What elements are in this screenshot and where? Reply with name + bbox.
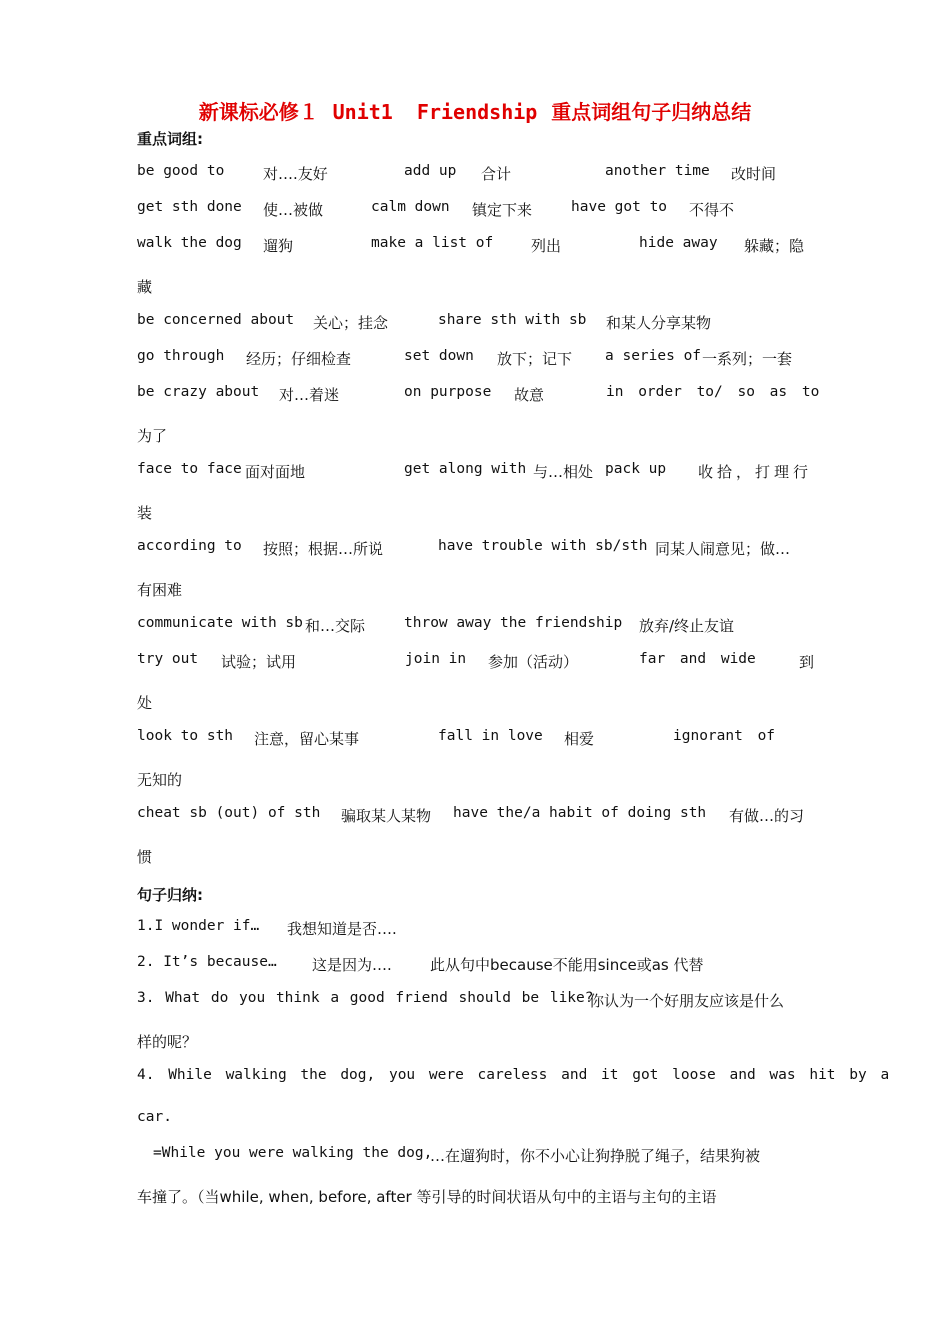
sentence-zh-continued: 样的呢？ <box>137 1033 198 1051</box>
phrase-zh: 一系列；一套 <box>702 350 793 368</box>
phrase-zh: 按照；根据…所说 <box>263 540 384 558</box>
phrase-zh: 躲藏；隐 <box>744 237 805 255</box>
phrase-row <box>137 348 817 370</box>
phrase-zh: 使…被做 <box>263 201 324 219</box>
phrase-en: set down <box>404 348 474 364</box>
sentence-en-continued: car. <box>137 1109 172 1125</box>
phrase-zh: 列出 <box>531 237 562 255</box>
title-part-2: Unit1 Friendship <box>332 100 538 124</box>
phrase-zh: 遛狗 <box>263 237 294 255</box>
phrase-en: far and wide <box>639 651 756 667</box>
phrase-row <box>137 384 820 406</box>
phrase-en: have trouble with sb/sth <box>438 538 648 554</box>
phrase-zh: 有做…的习 <box>729 807 805 825</box>
phrase-zh: 收拾，打理行 <box>698 463 813 481</box>
phrase-zh-continued: 有困难 <box>137 581 183 599</box>
phrase-en: join in <box>405 651 467 667</box>
sentence-zh: 我想知道是否…. <box>287 920 397 938</box>
phrase-zh: 改时间 <box>731 165 777 183</box>
sentence-note: 此从句中because不能用since或as 代替 <box>430 956 704 974</box>
phrase-zh: 骗取某人某物 <box>341 807 432 825</box>
phrase-en: fall in love <box>438 728 543 744</box>
phrase-en: hide away <box>639 235 718 251</box>
phrase-en: be concerned about <box>137 312 295 328</box>
phrase-en: get sth done <box>137 199 242 215</box>
phrases-heading: 重点词组: <box>137 130 203 148</box>
phrase-zh-continued: 惯 <box>137 848 153 866</box>
phrase-row <box>137 805 817 827</box>
sentence-row <box>137 1145 817 1167</box>
phrase-zh: 对….友好 <box>263 165 328 183</box>
sentence-row <box>137 990 817 1012</box>
phrase-en: another time <box>605 163 710 179</box>
phrase-en: go through <box>137 348 225 364</box>
sentence-en: 2. It’s because… <box>137 954 277 970</box>
phrase-zh: 面对面地 <box>245 463 306 481</box>
phrase-zh: 到 <box>799 653 815 671</box>
phrase-zh-continued: 无知的 <box>137 771 183 789</box>
phrase-zh: 参加（活动） <box>488 653 579 671</box>
sentence-en: 4. While walking the dog, you were careless and it got loose and was hit by a <box>137 1067 890 1083</box>
phrase-en: make a list of <box>371 235 494 251</box>
title-part-1: 新课标必修１ <box>198 100 319 124</box>
phrase-en: throw away the friendship <box>404 615 623 631</box>
phrase-en: face to face <box>137 461 242 477</box>
phrase-en: share sth with sb <box>438 312 587 328</box>
phrase-row <box>137 235 817 257</box>
phrase-row <box>137 312 817 334</box>
phrase-zh: 相爱 <box>564 730 595 748</box>
phrase-en: calm down <box>371 199 450 215</box>
phrase-en: add up <box>404 163 457 179</box>
sentence-en: 3. What do you think a good friend should be like? <box>137 990 594 1006</box>
phrase-zh: 和…交际 <box>305 617 366 635</box>
phrase-en: cheat sb (out) of sth <box>137 805 321 821</box>
phrase-zh: 同某人闹意见；做… <box>655 540 791 558</box>
phrase-row <box>137 163 817 185</box>
phrase-zh: 注意，留心某事 <box>254 730 360 748</box>
sentence-zh: 这是因为…. <box>312 956 392 974</box>
phrase-row <box>137 199 817 221</box>
phrase-en: on purpose <box>404 384 492 400</box>
phrase-row <box>137 461 817 483</box>
phrase-en: a series of <box>605 348 702 364</box>
phrase-row <box>137 615 817 637</box>
phrase-zh: 不得不 <box>689 201 735 219</box>
sentence-zh: …在遛狗时，你不小心让狗挣脱了绳子，结果狗被 <box>430 1147 761 1165</box>
phrase-en: be crazy about <box>137 384 260 400</box>
phrase-zh: 放下；记下 <box>497 350 573 368</box>
phrase-zh: 经历；仔细检查 <box>246 350 352 368</box>
sentence-row <box>137 918 817 940</box>
phrase-zh: 试验；试用 <box>221 653 297 671</box>
phrase-zh: 与…相处 <box>533 463 594 481</box>
title-part-3: 重点词组句子归纳总结 <box>551 100 752 124</box>
phrase-en: get along with <box>404 461 527 477</box>
phrase-zh-continued: 为了 <box>137 427 168 445</box>
sentence-en: 1.I wonder if… <box>137 918 260 934</box>
sentence-row <box>137 954 817 976</box>
phrase-zh: 关心；挂念 <box>313 314 389 332</box>
document-title <box>0 96 950 125</box>
phrase-zh: 合计 <box>481 165 512 183</box>
phrase-en: have got to <box>571 199 668 215</box>
sentence-en: =While you were walking the dog, <box>153 1145 433 1161</box>
phrase-en: walk the dog <box>137 235 242 251</box>
sentence-zh: 你认为一个好朋友应该是什么 <box>589 992 785 1010</box>
phrase-en: according to <box>137 538 242 554</box>
phrase-en: ignorant of <box>673 728 776 744</box>
sentences-heading: 句子归纳: <box>137 886 203 904</box>
phrase-en: in order to/ so as to <box>606 384 820 400</box>
phrase-en: pack up <box>605 461 667 477</box>
phrase-en: have the/a habit of doing sth <box>453 805 707 821</box>
phrase-en: communicate with sb <box>137 615 303 631</box>
phrase-zh: 故意 <box>514 386 545 404</box>
phrase-row <box>137 728 817 750</box>
phrase-zh: 和某人分享某物 <box>606 314 712 332</box>
phrase-en: try out <box>137 651 199 667</box>
phrase-zh-continued: 装 <box>137 504 153 522</box>
phrase-en: look to sth <box>137 728 234 744</box>
phrase-zh: 放弃/终止友谊 <box>639 617 735 635</box>
phrase-en: be good to <box>137 163 225 179</box>
phrase-zh: 对…着迷 <box>279 386 340 404</box>
sentence-zh-continued: 车撞了。（当while, when, before, after 等引导的时间状语从句中的主语与主句的主语 <box>137 1188 717 1206</box>
phrase-zh-continued: 藏 <box>137 278 153 296</box>
phrase-row <box>137 651 817 673</box>
phrase-row <box>137 538 817 560</box>
phrase-zh-continued: 处 <box>137 694 153 712</box>
phrase-zh: 镇定下来 <box>472 201 533 219</box>
